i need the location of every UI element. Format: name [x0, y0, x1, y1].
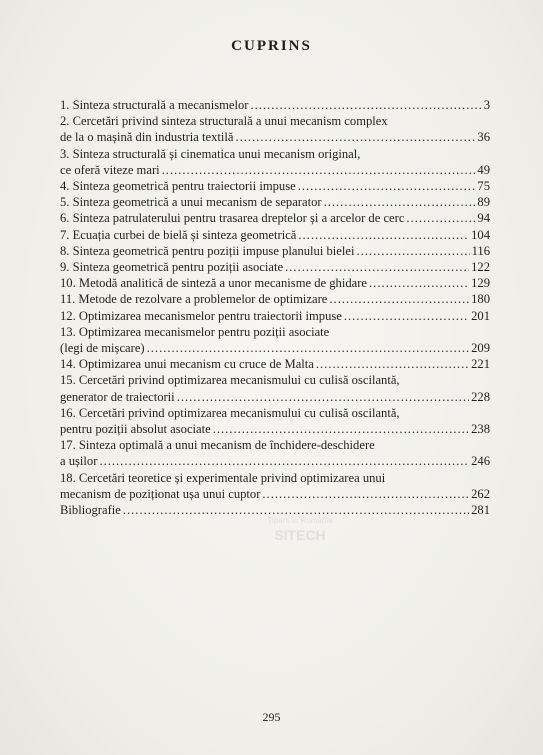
toc-page-number: 89 [477, 195, 490, 210]
toc-entry-text: 6. Sinteza patrulaterului pentru trasarea dreptelor și a arcelor de cerc [60, 211, 405, 226]
dot-leader [162, 162, 476, 178]
toc-entry-line-final [60, 162, 490, 178]
toc-entry [60, 275, 490, 291]
toc-entry [60, 259, 490, 275]
page-title: CUPRINS [231, 38, 312, 54]
toc-entry-line [60, 372, 490, 388]
toc-page-number: 209 [471, 341, 490, 356]
toc-page-number: 180 [471, 292, 490, 307]
toc-entry [60, 146, 490, 178]
toc-page-number: 129 [471, 276, 490, 291]
page-number: 295 [262, 710, 281, 724]
toc-entry-line-final [60, 291, 490, 307]
toc-entry [60, 97, 490, 113]
toc-entry-text: 17. Sinteza optimală a unui mecanism de închidere-deschidere [60, 438, 375, 453]
toc-entry-text: pentru poziții absolut asociate [60, 422, 211, 437]
toc-entry-line-final [60, 308, 490, 324]
toc-page-number: 201 [471, 308, 490, 323]
toc-entry [60, 243, 490, 259]
toc-entry-line-final [60, 486, 490, 502]
dot-leader [356, 243, 469, 259]
toc-page-number: 116 [471, 243, 490, 258]
toc-entry [60, 308, 490, 324]
toc-entry-line-final [60, 259, 490, 275]
dot-leader [298, 227, 469, 243]
toc-entry-line-final [60, 194, 490, 210]
toc-entry [60, 113, 490, 145]
toc-entry [60, 227, 490, 243]
toc-entry-text: 9. Sinteza geometrică pentru poziții asociate [60, 260, 284, 275]
toc-page-number: 49 [477, 162, 490, 177]
toc-page-number: 262 [471, 486, 490, 501]
toc-entry-line-final [60, 340, 490, 356]
toc-page-number: 3 [483, 98, 490, 112]
dot-leader [262, 486, 469, 502]
dot-leader [406, 210, 475, 226]
dot-leader [369, 275, 469, 291]
dot-leader [177, 389, 469, 405]
toc-page-number: 228 [471, 389, 490, 404]
toc-entry-text: 14. Optimizarea unui mecanism cu cruce de Malta [60, 357, 314, 372]
dot-leader [329, 291, 469, 307]
dot-leader [344, 308, 469, 324]
dot-leader [235, 129, 475, 145]
toc-entry-text: 1. Sinteza structurală a mecanismelor [60, 98, 249, 112]
toc-page-number: 221 [471, 357, 490, 372]
toc-entry-line-final [60, 210, 490, 226]
toc-entry-line-final [60, 421, 490, 437]
dot-leader [316, 356, 469, 372]
dot-leader [324, 194, 476, 210]
dot-leader [250, 97, 481, 113]
toc-entry [60, 470, 490, 502]
toc-entry-text: mecanism de poziționat ușa unui cuptor [60, 486, 261, 501]
toc-entry-line-final [60, 178, 490, 194]
toc-entry-line-final [60, 227, 490, 243]
toc-entry-line-final [60, 97, 490, 113]
stamp-line: Tiparit în România [267, 516, 333, 525]
toc-entry-text: 7. Ecuația curbei de bielă și sinteza geometrică [60, 227, 297, 242]
toc-entry-text: 16. Cercetări privind optimizarea mecanismului cu culisă oscilantă, [60, 405, 400, 420]
dot-leader [147, 340, 469, 356]
toc-page-number: 246 [471, 454, 490, 469]
toc-entry [60, 178, 490, 194]
toc-entry [60, 194, 490, 210]
toc-page-number: 75 [477, 179, 490, 194]
toc-entry-text: (legi de mișcare) [60, 341, 145, 356]
toc-entry-text: 15. Cercetări privind optimizarea mecanismului cu culisă oscilantă, [60, 373, 400, 388]
toc-entry [60, 405, 490, 437]
toc-entry-text: 4. Sinteza geometrică pentru traiectorii impuse [60, 179, 296, 194]
toc-entry-text: a ușilor [60, 454, 98, 469]
toc-page-number: 36 [477, 130, 490, 145]
toc-page-number: 281 [471, 503, 490, 518]
toc-page-number: 122 [471, 260, 490, 275]
toc-entry-text: 11. Metode de rezolvare a problemelor de optimizare [60, 292, 328, 307]
toc-entry-text: 13. Optimizarea mecanismelor pentru poziții asociate [60, 324, 330, 339]
printer-stamp [230, 516, 370, 596]
toc-entry-text: de la o mașină din industria textilă [60, 130, 234, 145]
toc-entry-line-final [60, 129, 490, 145]
stamp-brand: SITECH [274, 527, 326, 543]
dot-leader [213, 421, 469, 437]
toc-entry [60, 291, 490, 307]
toc-entry-text: 12. Optimizarea mecanismelor pentru traiectorii impuse [60, 308, 342, 323]
toc-entry-text: 3. Sinteza structurală și cinematica unui mecanism original, [60, 146, 361, 161]
toc-entry-text: generator de traiectorii [60, 389, 175, 404]
toc-entry [60, 372, 490, 404]
toc-page-number: 94 [477, 211, 490, 226]
toc-entry-line-final [60, 275, 490, 291]
toc-page-number: 238 [471, 422, 490, 437]
toc-entry-line [60, 470, 490, 486]
toc-entry-text: 18. Cercetări teoretice și experimentale privind optimizarea unui [60, 470, 386, 485]
toc-entry-text: Bibliografie [60, 503, 121, 518]
table-of-contents [60, 97, 490, 518]
toc-entry-text: 8. Sinteza geometrică pentru poziții impuse planului bielei [60, 243, 355, 258]
dot-leader [285, 259, 469, 275]
toc-entry-line [60, 405, 490, 421]
toc-entry-line-final [60, 356, 490, 372]
toc-entry [60, 437, 490, 469]
toc-entry [60, 210, 490, 226]
dot-leader [99, 453, 469, 469]
toc-entry-line [60, 113, 490, 129]
toc-entry [60, 324, 490, 356]
dot-leader [298, 178, 476, 194]
toc-entry-text: 10. Metodă analitică de sinteză a unor mecanisme de ghidare [60, 276, 368, 291]
toc-entry [60, 356, 490, 372]
toc-page-number: 104 [471, 227, 490, 242]
toc-entry-line-final [60, 389, 490, 405]
toc-entry-text: 2. Cercetări privind sinteza structurală a unui mecanism complex [60, 114, 388, 129]
toc-entry-text: ce oferă viteze mari [60, 162, 160, 177]
toc-entry-line-final [60, 453, 490, 469]
toc-entry-line [60, 437, 490, 453]
toc-entry-line-final [60, 243, 490, 259]
toc-entry-line [60, 146, 490, 162]
toc-entry-text: 5. Sinteza geometrică a unui mecanism de separator [60, 195, 322, 210]
toc-entry-line [60, 324, 490, 340]
